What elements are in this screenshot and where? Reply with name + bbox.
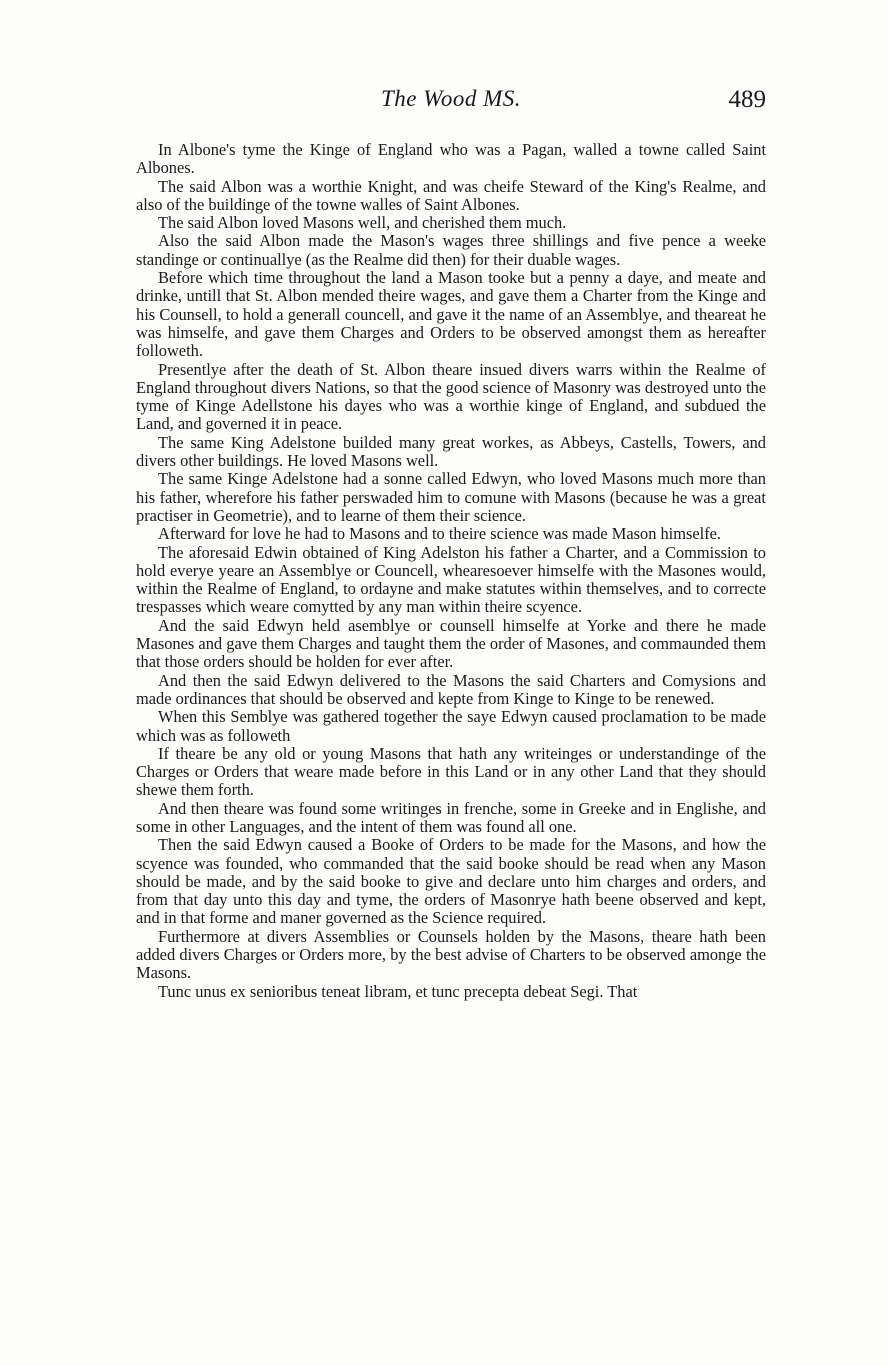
paragraph: Also the said Albon made the Mason's wages three shillings and five pence a weeke standinge or continuallye (as the Realme did then) for their duable wages.	[136, 231, 766, 269]
body-text	[136, 141, 766, 1001]
paragraph: Before which time throughout the land a Mason tooke but a penny a daye, and meate and drinke, untill that St. Albon mended theire wages, and gave them a Charter from the Kinge and his Counsell, to hold a generall councell, and gave it the name of an Assemblye, and theareat he was himselfe, and gave them Charges and Orders to be observed amongst them as hereafter followeth.	[136, 268, 766, 361]
paragraph: And the said Edwyn held asemblye or counsell himselfe at Yorke and there he made Masones and gave them Charges and taught them the order of Masones, and commaunded them that those orders should be holden for ever after.	[136, 615, 766, 672]
paragraph: Afterward for love he had to Masons and to theire science was made Mason himselfe.	[158, 524, 722, 544]
paragraph: And then theare was found some writinges in frenche, some in Greeke and in Englishe, and some in other Languages, and the intent of them was found all one.	[136, 798, 766, 836]
paragraph: In Albone's tyme the Kinge of England who was a Pagan, walled a towne called Saint Albones.	[136, 140, 766, 178]
paragraph: The same King Adelstone builded many great workes, as Abbeys, Castells, Towers, and divers other buildings. He loved Masons well.	[136, 432, 766, 471]
running-title: The Wood MS.	[381, 86, 521, 111]
page-number: 489	[728, 86, 766, 113]
paragraph: The said Albon loved Masons well, and cherished them much.	[158, 213, 567, 233]
paragraph: The same Kinge Adelstone had a sonne called Edwyn, who loved Masons much more than his father, wherefore his father perswaded him to comune with Masons (because he was a great practiser in Geometrie), and to learne of them their science.	[136, 469, 766, 525]
paragraph: When this Semblye was gathered together the saye Edwyn caused proclamation to be made which was as followeth	[136, 707, 766, 745]
paragraph: If theare be any old or young Masons that hath any writeinges or understandinge of the Charges or Orders that weare made before in this Land or in any other Land that they should shewe them forth.	[136, 743, 766, 800]
running-head	[136, 86, 766, 120]
paragraph: Furthermore at divers Assemblies or Counsels holden by the Masons, theare hath been added divers Charges or Orders more, by the best advise of Charters to be observed amonge the Masons.	[136, 926, 766, 983]
paragraph: The aforesaid Edwin obtained of King Adelston his father a Charter, and a Commission to hold everye yeare an Assemblye or Councell, whearesoever himselfe with the Masones would, within the Realme of England, to ordayne and make statutes within themselves, and to correcte trespasses which weare comytted by any man within theire scyence.	[136, 542, 766, 617]
paragraph: Tunc unus ex senioribus teneat libram, et tunc precepta debeat Segi. That	[158, 981, 638, 1001]
paragraph: The said Albon was a worthie Knight, and was cheife Steward of the King's Realme, and also of the buildinge of the towne walles of Saint Albones.	[136, 176, 766, 214]
paragraph: Then the said Edwyn caused a Booke of Orders to be made for the Masons, and how the scyence was founded, who commanded that the said booke should be read when any Mason should be made, and by the said booke to give and declare unto him charges and orders, and from that day unto this day and tyme, the orders of Masonrye hath beene observed and kept, and in that forme and maner governed as the Science required.	[136, 835, 766, 928]
paragraph: And then the said Edwyn delivered to the Masons the said Charters and Comysions and made ordinances that should be observed and kepte from Kinge to Kinge to be renewed.	[136, 670, 766, 708]
paragraph: Presentlye after the death of St. Albon theare insued divers warrs within the Realme of England throughout divers Nations, so that the good science of Masonry was destroyed unto the tyme of Kinge Adellstone his dayes who was a worthie kinge of England, and subdued the Land, and governed it in peace.	[136, 359, 766, 434]
